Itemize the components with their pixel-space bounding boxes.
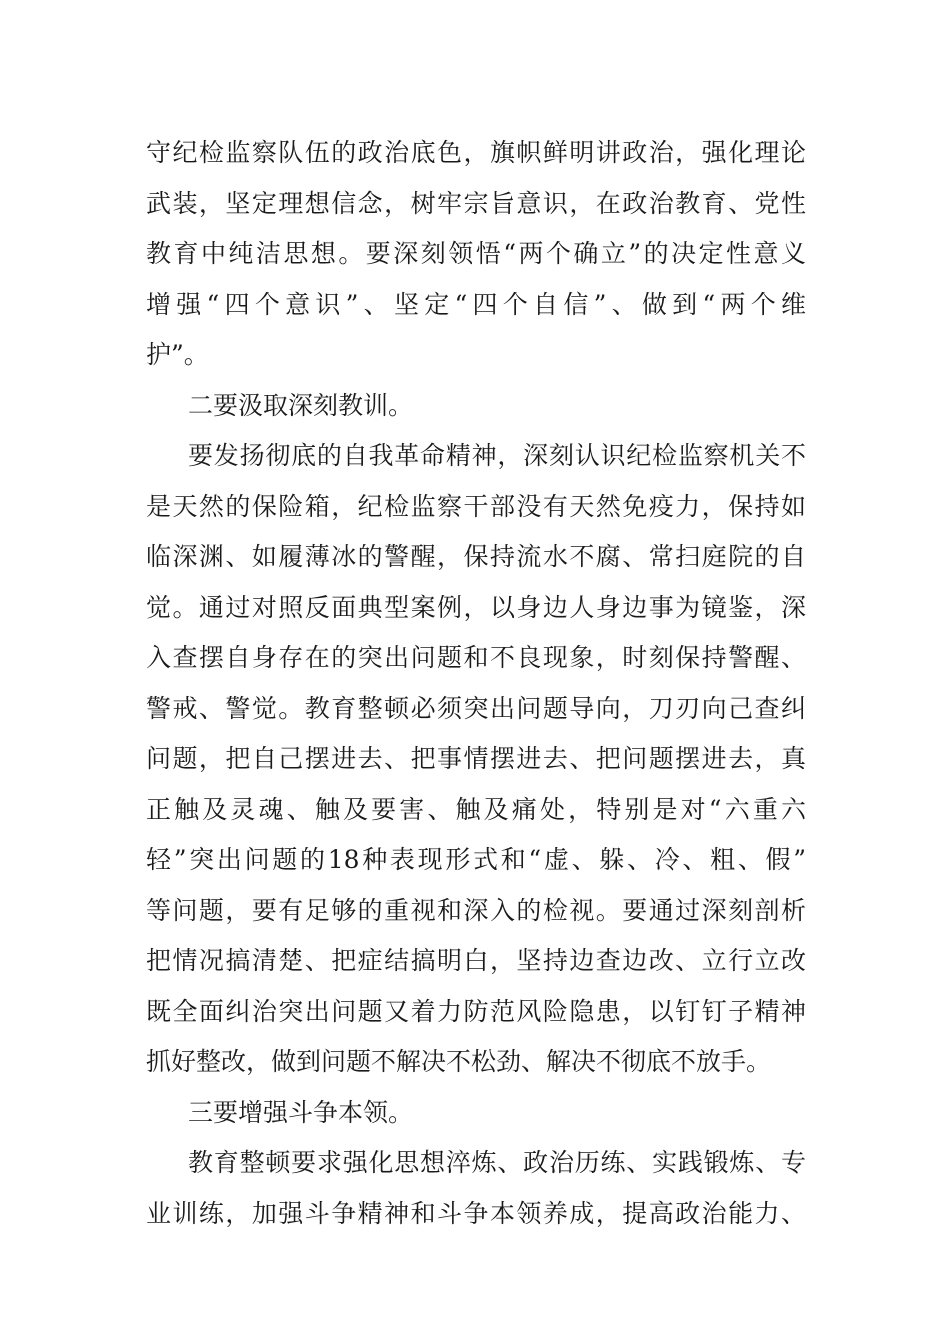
- paragraph-line: 增强“四个意识”、坚定“四个自信”、做到“两个维: [146, 289, 806, 319]
- paragraph-line: 教育中纯洁思想。要深刻领悟“两个确立”的决定性意义: [146, 239, 806, 268]
- paragraph-line: 觉。通过对照反面典型案例，以身边人身边事为镜鉴，深: [146, 592, 806, 622]
- paragraph-line: 轻”突出问题的18种表现形式和“虚、躲、冷、粗、假”: [146, 845, 806, 874]
- paragraph-line: 业训练，加强斗争精神和斗争本领养成，提高政治能力、: [146, 1198, 806, 1228]
- paragraph-line: 正触及灵魂、触及要害、触及痛处，特别是对“六重六: [146, 794, 806, 824]
- section-heading: 二要汲取深刻教训。: [188, 390, 414, 420]
- paragraph-line: 武装，坚定理想信念，树牢宗旨意识，在政治教育、党性: [146, 188, 806, 218]
- body-text: [146, 128, 806, 1239]
- paragraph-line: 抓好整改，做到问题不解决不松劲、解决不彻底不放手。: [146, 1047, 772, 1076]
- paragraph-line: 教育整顿要求强化思想淬炼、政治历练、实践锻炼、专: [188, 1148, 806, 1177]
- paragraph-line: 守纪检监察队伍的政治底色，旗帜鲜明讲政治，强化理论: [146, 138, 806, 167]
- section-heading: 三要增强斗争本领。: [188, 1097, 414, 1127]
- paragraph-line: 是天然的保险箱，纪检监察干部没有天然免疫力，保持如: [146, 491, 806, 521]
- paragraph-line: 把情况搞清楚、把症结搞明白，坚持边查边改、立行立改: [146, 946, 806, 975]
- paragraph-line: 要发扬彻底的自我革命精神，深刻认识纪检监察机关不: [188, 441, 806, 470]
- paragraph-line: 问题，把自己摆进去、把事情摆进去、把问题摆进去，真: [146, 744, 806, 773]
- paragraph-line: 入查摆自身存在的突出问题和不良现象，时刻保持警醒、: [146, 643, 806, 672]
- paragraph-line: 等问题，要有足够的重视和深入的检视。要通过深刻剖析: [146, 895, 806, 925]
- paragraph-line: 护”。: [146, 340, 209, 369]
- paragraph-line: 警戒、警觉。教育整顿必须突出问题导向，刀刃向己查纠: [146, 693, 806, 723]
- paragraph-line: 临深渊、如履薄冰的警醒，保持流水不腐、常扫庭院的自: [146, 542, 806, 571]
- paragraph-line: 既全面纠治突出问题又着力防范风险隐患，以钉钉子精神: [146, 996, 806, 1026]
